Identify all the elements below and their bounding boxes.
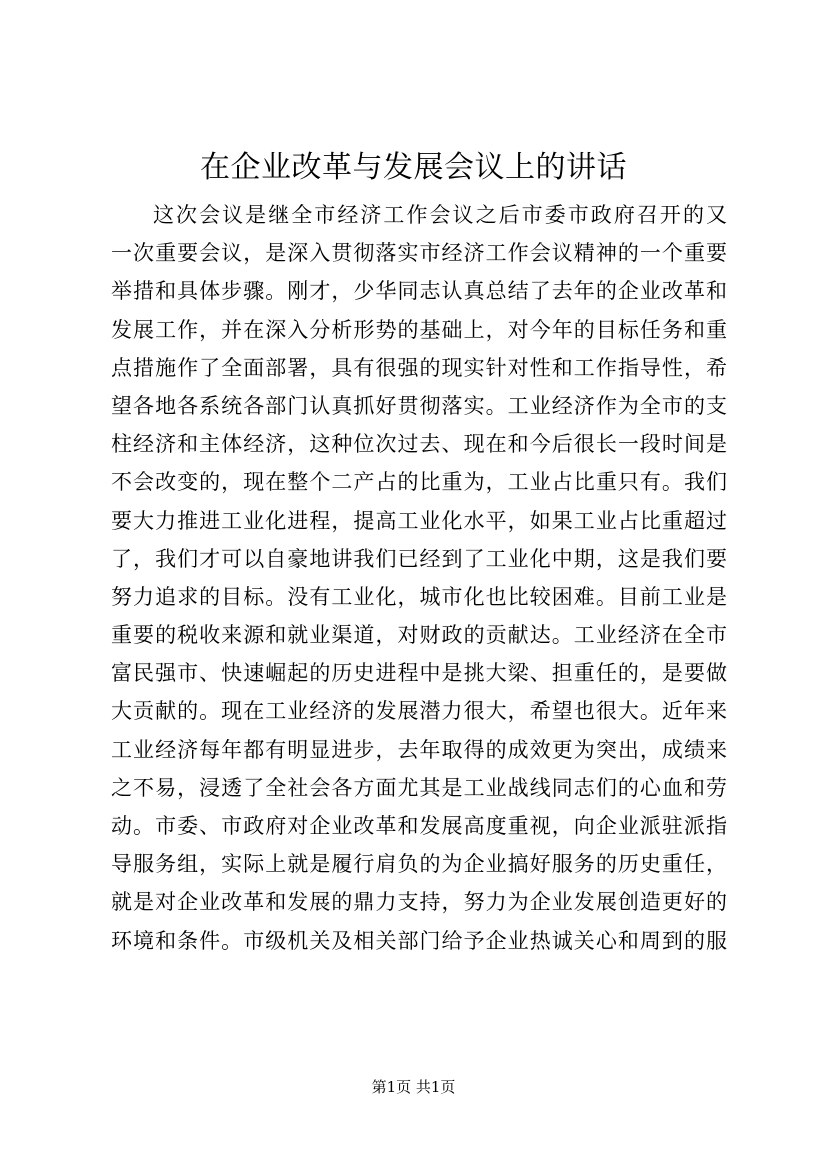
body-line: 举措和具体步骤。刚才，少华同志认真总结了去年的企业改革和 [111, 279, 727, 304]
body-line: 不会改变的，现在整个二产占的比重为，工业占比重只有。我们 [111, 470, 727, 495]
body-line: 之不易，浸透了全社会各方面尤其是工业战线同志们的心血和劳 [111, 775, 727, 800]
body-line: 重要的税收来源和就业渠道，对财政的贡献达。工业经济在全市 [111, 623, 727, 648]
body-line: 环境和条件。市级机关及相关部门给予企业热诚关心和周到的服 [111, 928, 727, 953]
body-line: 动。市委、市政府对企业改革和发展高度重视，向企业派驻派指 [111, 814, 727, 838]
body-line: 努力追求的目标。没有工业化，城市化也比较困难。目前工业是 [111, 584, 727, 609]
body-line: 柱经济和主体经济，这种位次过去、现在和今后很长一段时间是 [111, 432, 727, 457]
document-title: 在企业改革与发展会议上的讲话 [200, 150, 627, 185]
body-line: 工业经济每年都有明显进步，去年取得的成效更为突出，成绩来 [111, 737, 727, 762]
body-line: 大贡献的。现在工业经济的发展潜力很大，希望也很大。近年来 [111, 699, 727, 724]
body-line: 要大力推进工业化进程，提高工业化水平，如果工业占比重超过 [111, 508, 727, 533]
body-line: 发展工作，并在深入分析形势的基础上，对今年的目标任务和重 [111, 317, 727, 342]
page-number-footer: 第1页 共1页 [371, 1078, 456, 1096]
body-line: 点措施作了全面部署，具有很强的现实针对性和工作指导性，希 [111, 355, 727, 380]
body-line: 了，我们才可以自豪地讲我们已经到了工业化中期，这是我们要 [111, 546, 727, 571]
body-line: 望各地各系统各部门认真抓好贯彻落实。工业经济作为全市的支 [111, 393, 727, 418]
body-line: 就是对企业改革和发展的鼎力支持，努力为企业发展创造更好的 [111, 890, 727, 915]
body-paragraph [111, 196, 727, 960]
body-line: 富民强市、快速崛起的历史进程中是挑大梁、担重任的，是要做 [111, 661, 727, 686]
body-line: 这次会议是继全市经济工作会议之后市委市政府召开的又 [153, 203, 727, 227]
body-line: 一次重要会议，是深入贯彻落实市经济工作会议精神的一个重要 [111, 241, 727, 266]
body-line: 导服务组，实际上就是履行肩负的为企业搞好服务的历史重任， [111, 852, 727, 877]
